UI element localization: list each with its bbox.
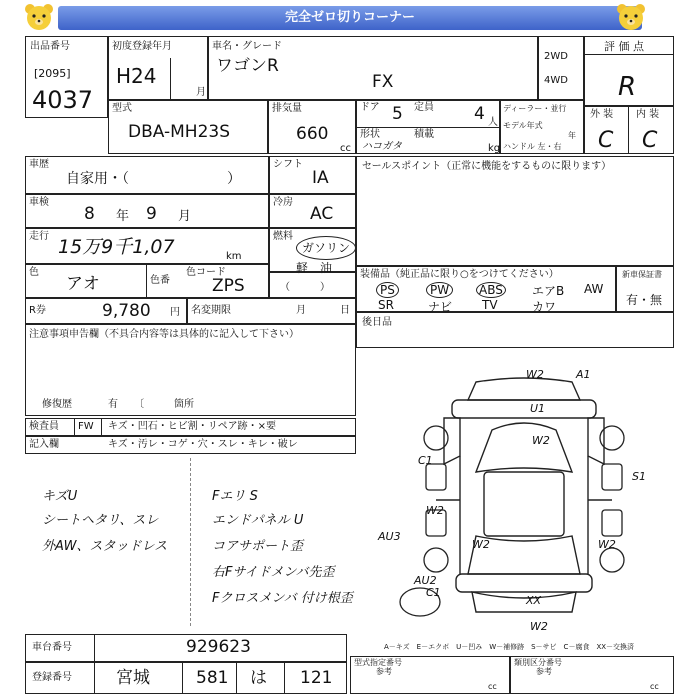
damage-mark: W2 [598, 538, 616, 551]
history: 自家用・（ ） [66, 171, 241, 187]
interior-label: 内 装 [636, 109, 660, 120]
mileage: 15万9千1,07 [58, 236, 175, 258]
repair-history-places: 〔 箇所 [134, 399, 194, 410]
capacity: 4 [474, 104, 485, 124]
class-number-cm: cc [650, 682, 659, 691]
registration-place: 宮城 [116, 668, 150, 688]
type-designation-reference: 参考 [376, 667, 392, 676]
damage-mark: C1 [418, 454, 433, 467]
damage-mark: S1 [632, 470, 646, 483]
warranty-value: 有・無 [626, 293, 663, 307]
equip-sr: SR [378, 298, 394, 312]
inspection-month-unit: 月 [178, 209, 192, 224]
title-deadline-month: 月 [296, 305, 306, 316]
color-label: 色 [29, 267, 39, 278]
post-seat-box [356, 312, 674, 348]
repair-history-has: 有 [108, 399, 118, 410]
shape-label: 形状 [360, 129, 380, 140]
damage-mark: W2 [532, 434, 550, 447]
note-item: シートヘタリ、スレ [42, 513, 159, 528]
inspection-month: 9 [146, 204, 157, 224]
displacement: 660 [296, 124, 329, 144]
bear-mascot-right-icon [614, 2, 648, 32]
mileage-label: 走行 [29, 231, 49, 242]
model-type: DBA-MH23S [128, 122, 231, 142]
equipment-row1 [362, 282, 612, 296]
fuel-diesel: 軽 油 [296, 261, 333, 275]
inspection-label: 車検 [29, 197, 49, 208]
note-item: Fエリ S [212, 489, 258, 504]
damage-mark: C1 [426, 586, 441, 599]
chassis-label: 車台番号 [32, 642, 72, 653]
registration-label: 登録番号 [32, 672, 72, 683]
sales-point-label: セールスポイント（正常に機能をするものに限ります） [362, 161, 612, 172]
first-registration-year: H24 [116, 64, 157, 88]
damage-mark: W2 [526, 368, 544, 381]
inspector-label: 検査員 [29, 421, 59, 432]
color-code: ZPS [212, 276, 245, 296]
equip-tv: TV [482, 298, 498, 312]
first-registration-label: 初度登録年月 [112, 41, 172, 52]
damage-scale-row1: キズ・凹石・ヒビ割・リペア跡・×要 [108, 421, 276, 432]
handle-label: ハンドル 左・右 [503, 142, 562, 151]
registration-class: 581 [196, 668, 229, 688]
equipment-row2 [362, 298, 612, 312]
damage-mark: AU3 [378, 530, 401, 543]
equip-leather: カワ [532, 300, 557, 314]
registration-number: 121 [300, 668, 333, 688]
sales-point-box [356, 156, 674, 266]
title-deadline-day: 日 [340, 305, 350, 316]
dealer-label: ディーラー・並行 [503, 104, 567, 113]
equip-abs: ABS [476, 282, 506, 298]
model-type-label: 型式 [112, 103, 132, 114]
car-name-label: 車名・グレード [212, 41, 282, 52]
inspection-year: 8 [84, 204, 95, 224]
exterior-label: 外 装 [590, 109, 614, 120]
load-label: 積載 [414, 129, 434, 140]
equip-aw: AW [584, 282, 604, 296]
fuel-gasoline-circle [296, 236, 356, 260]
load-unit: kg [488, 143, 501, 154]
equip-navi: ナビ [428, 300, 453, 314]
chassis-number: 929623 [186, 637, 251, 657]
note-item: Fクロスメンバ 付け根歪 [212, 591, 353, 606]
post-seat-label: 後日品 [362, 317, 392, 328]
recycle-unit: 円 [170, 307, 180, 318]
note-item: コアサポート歪 [212, 539, 304, 554]
lot-number: 4037 [32, 86, 94, 114]
fuel-paren: （ ） [280, 282, 330, 293]
damage-mark: A1 [576, 368, 591, 381]
inspection-year-unit: 年 [116, 209, 130, 224]
exterior-score: C [598, 128, 614, 153]
doors-label: ドア [360, 102, 380, 113]
recycle-label: R券 [29, 305, 46, 316]
drive-2wd: 2WD [544, 51, 568, 62]
history-label: 車歴 [29, 159, 49, 170]
entry-label: 記入欄 [29, 439, 59, 450]
note-item: エンドパネル U [212, 513, 304, 528]
notes-label: 注意事項申告欄（不具合内容等は具体的に記入して下さい） [29, 329, 299, 340]
interior-score: C [642, 128, 658, 153]
shape: ハコガタ [362, 141, 402, 152]
displacement-unit: cc [340, 143, 351, 154]
registration-box [25, 662, 347, 694]
fw-label: FW [78, 421, 94, 432]
damage-mark: W2 [530, 620, 548, 633]
damage-scale-row2: キズ・汚レ・コゲ・穴・スレ・キレ・破レ [108, 439, 298, 450]
car-damage-diagram [376, 360, 672, 638]
equip-airbag: エアB [532, 284, 565, 298]
cooler-label: 冷房 [273, 197, 293, 208]
equip-ps: PS [376, 282, 399, 298]
page-title-banner: 完全ゼロ切りコーナー [58, 6, 642, 30]
lot-number-label: 出品番号 [30, 41, 70, 52]
color-no-label: 色番 [150, 275, 170, 286]
recycle: 9,780 [102, 301, 151, 321]
fuel-label: 燃料 [273, 231, 293, 242]
model-year-label: モデル年式 [503, 121, 543, 130]
class-number-reference: 参考 [536, 667, 552, 676]
lot-prefix: [2095] [34, 67, 71, 80]
evaluation-score: R [618, 72, 637, 102]
damage-mark: U1 [530, 402, 546, 415]
fuel-gasoline: ガソリン [302, 241, 351, 255]
damage-mark: XX [526, 594, 542, 607]
drive-4wd: 4WD [544, 75, 568, 86]
damage-mark: W2 [472, 538, 490, 551]
warranty-label: 新車保証書 [622, 270, 662, 279]
evaluation-label: 評 価 点 [604, 40, 644, 53]
note-item: キズU [42, 489, 78, 504]
equip-pw: PW [426, 282, 453, 298]
mileage-unit: km [226, 251, 242, 262]
type-designation-label: 型式指定番号 [354, 658, 402, 667]
note-item: 右Fサイドメンバ先歪 [212, 565, 335, 580]
repair-history-label: 修復歴 [42, 399, 72, 410]
color-code-label: 色コード [186, 267, 226, 278]
doors: 5 [392, 104, 403, 124]
car-name: ワゴンR [216, 56, 279, 76]
car-grade: FX [372, 72, 394, 92]
class-number-label: 類別区分番号 [514, 658, 562, 667]
damage-legend: A－キズ E－エクボ U－凹み W－補修跡 S－サビ C－腐食 XX－交換済 [384, 643, 635, 651]
capacity-label: 定員 [414, 102, 434, 113]
damage-mark: W2 [426, 504, 444, 517]
shift-label: シフト [273, 159, 303, 170]
type-designation-cm: cc [488, 682, 497, 691]
damage-mark: AU2 [414, 574, 437, 587]
equipment-label: 装備品（純正品に限り○をつけてください） [360, 269, 559, 280]
cooler: AC [310, 204, 334, 224]
model-year-suffix: 年 [568, 131, 576, 140]
registration-kana: は [250, 668, 267, 688]
capacity-unit: 人 [488, 117, 498, 128]
drive-box [538, 36, 584, 100]
displacement-label: 排気量 [272, 103, 302, 114]
color: アオ [66, 274, 100, 294]
note-item: 外AW、スタッドレス [42, 539, 168, 554]
first-registration-month-unit: 月 [196, 87, 206, 98]
bear-mascot-left-icon [22, 2, 56, 32]
title-deadline-label: 名変期限 [191, 305, 231, 316]
shift: IA [312, 168, 329, 188]
